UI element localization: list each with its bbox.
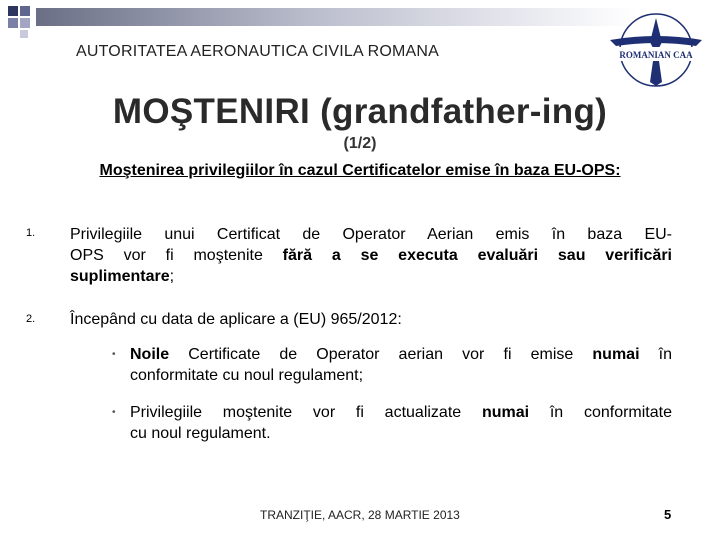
slide-footer: TRANZIŢIE, AACR, 28 MARTIE 2013 (260, 508, 460, 522)
sub-list-item-line (130, 344, 672, 365)
sub-list-item-line (130, 365, 672, 386)
corner-square (20, 6, 30, 16)
sub-list-item (130, 402, 672, 444)
sub-list-item-text: Certificate de Operator aerian vor fi emise (169, 346, 593, 363)
list-item-text: ; (169, 268, 175, 285)
sub-list-item-line (130, 402, 672, 423)
list-item-text: Privilegiile unui Certificat de Operator Aerian emis în baza EU- (70, 226, 672, 243)
list-item-bold-text: fără a se executa evaluări sau verificări (282, 247, 672, 264)
list-item-bold-text: suplimentare (70, 268, 170, 285)
corner-square (8, 6, 18, 16)
bullet-icon: • (112, 349, 116, 360)
slide-subtitle: (1/2) (343, 135, 377, 152)
logo-text: ROMANIAN CAA (619, 50, 693, 60)
list-item-line (70, 266, 672, 287)
list-item-line (70, 224, 672, 245)
corner-square (20, 30, 28, 38)
slide-title: MOŞTENIRI (grandfather-ing) (112, 92, 608, 131)
bullet-icon: • (112, 407, 116, 418)
sub-list-item-text: în (639, 346, 672, 363)
sub-list-item-bold-text: Noile (130, 346, 170, 363)
list-item-text: OPS vor fi moştenite (70, 247, 283, 264)
list-item (70, 309, 672, 330)
page-number: 5 (664, 507, 672, 522)
list-item (70, 224, 672, 287)
list-number: 2. (26, 313, 36, 325)
sub-list-item (130, 344, 672, 386)
sub-list-item-text: cu noul regulament. (130, 425, 271, 442)
sub-list-item-bold-text: numai (481, 404, 530, 421)
header-gradient-bar (36, 8, 636, 26)
section-heading (50, 160, 670, 182)
list-item-line (70, 245, 672, 266)
sub-list-item-bold-text: numai (592, 346, 640, 363)
corner-square (20, 18, 30, 28)
sub-list-item-text: Privilegiile moştenite vor fi actualizate (130, 404, 482, 421)
sub-list-item-text: în conformitate (529, 404, 672, 421)
corner-square (8, 18, 18, 28)
romanian-caa-logo (600, 10, 712, 94)
section-heading-text: Moştenirea privilegiilor în cazul Certificatelor emise în baza EU-OPS: (99, 162, 621, 179)
sub-list-item-text: conformitate cu noul regulament; (130, 367, 364, 384)
sub-list-item-line (130, 423, 672, 444)
list-number: 1. (26, 227, 36, 239)
list-item-text: Începând cu data de aplicare a (EU) 965/2012: (70, 311, 402, 328)
organization-name: AUTORITATEA AERONAUTICA CIVILA ROMANA (76, 43, 440, 60)
